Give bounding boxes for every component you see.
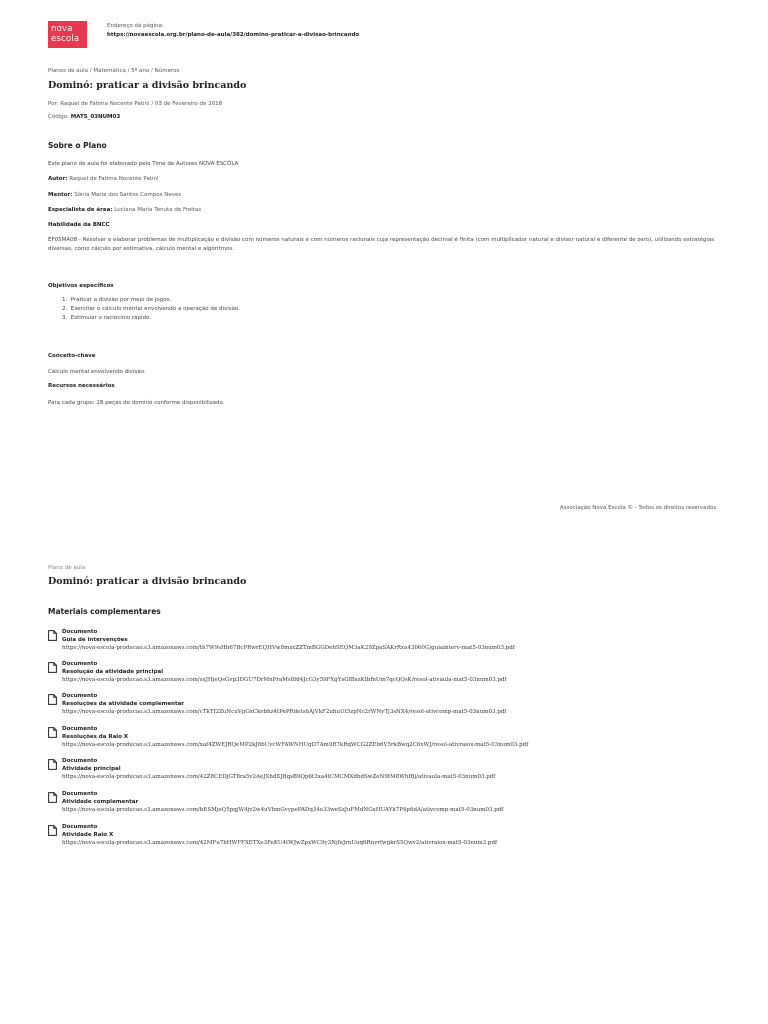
- sobre-intro: Este plano de aula foi elaborado pelo Time de Autores NOVA ESCOLA: [48, 161, 239, 167]
- document-icon: [48, 727, 57, 738]
- address-label: Endereço da página:: [107, 23, 164, 29]
- mentor-line: [48, 192, 181, 198]
- mentor-label: Mentor:: [48, 192, 73, 198]
- bncc-heading: Habilidade da BNCC: [48, 222, 110, 228]
- document-name: Guia de intervenções: [62, 637, 128, 643]
- page2-label: Plano de aula: [48, 565, 86, 571]
- document-item[interactable]: [48, 824, 728, 852]
- document-name: Atividade Raio X: [62, 832, 114, 838]
- document-icon: [48, 792, 57, 803]
- conceito-heading: Conceito-chave: [48, 353, 96, 359]
- document-type: Documento: [62, 824, 98, 830]
- especialista-label: Especialista de área:: [48, 207, 113, 213]
- autor-label: Autor:: [48, 176, 68, 182]
- document-icon: [48, 825, 57, 836]
- document-item[interactable]: [48, 693, 728, 721]
- address-url[interactable]: https://novaescola.org.br/plano-de-aula/382/domino-praticar-a-divisao-brincando: [107, 32, 360, 38]
- conceito-text: Cálculo mental envolvendo divisão.: [48, 369, 146, 375]
- page2-title: Dominó: praticar a divisão brincando: [48, 576, 247, 587]
- sobre-heading: Sobre o Plano: [48, 141, 107, 150]
- document-type: Documento: [62, 726, 98, 732]
- mentor-value: Sônia Maria dos Santos Campos Neves: [74, 192, 182, 198]
- plan-code: [48, 114, 120, 120]
- document-url[interactable]: https://nova-escola-producao.s3.amazonaws.com/bESMjeQ5pqjW4jv2w4uVbmGvypePADq34e33weSzJuFMdNGxHUAYk7P4p6dA/ativcomp-mat5-03num03.pdf: [62, 807, 504, 813]
- document-type: Documento: [62, 758, 98, 764]
- document-name: Atividade principal: [62, 766, 121, 772]
- document-name: Resoluções da Raio X: [62, 734, 129, 740]
- objetivos-heading: Objetivos específicos: [48, 283, 114, 289]
- recursos-text: Para cada grupo: 28 peças de dominó conforme disponibilizado.: [48, 400, 225, 406]
- document-icon: [48, 694, 57, 705]
- byline: Por: Raquel de Fatima Nocente Patini / 03 de Fevereiro de 2018: [48, 101, 223, 107]
- breadcrumb: Planos de aula / Matemática / 5º ano / Números: [48, 68, 180, 74]
- footer-copyright: Associação Nova Escola © - Todos os direitos reservados.: [559, 505, 718, 511]
- document-item[interactable]: [48, 629, 728, 657]
- logo-line1: nova: [51, 24, 73, 34]
- document-url[interactable]: https://nova-escola-producao.s3.amazonaws.com/sxJHjeQsGvp3DGU7DrMnPraMs8fd4JcG3y59FXgYsGfBszKtbfnUm7qcQQsK/resol-ativaula-mat5-03num03.pdf: [62, 677, 507, 683]
- document-item[interactable]: [48, 791, 728, 819]
- page-title: Dominó: praticar a divisão brincando: [48, 80, 247, 91]
- logo-line2: escola: [51, 34, 80, 44]
- document-type: Documento: [62, 661, 98, 667]
- list-item: 2. Exercitar o cálculo mental envolvendo a operação de divisão.: [62, 305, 241, 312]
- document-item[interactable]: [48, 726, 728, 754]
- document-item[interactable]: [48, 758, 728, 786]
- code-value: MAT5_03NUM03: [70, 114, 121, 120]
- document-type: Documento: [62, 693, 98, 699]
- document-item[interactable]: [48, 661, 728, 689]
- materials-heading: Materiais complementares: [48, 607, 161, 616]
- list-item: 1. Praticar a divisão por meio de jogos.: [62, 297, 172, 303]
- document-name: Atividade complementar: [62, 799, 139, 805]
- nova-escola-logo: [48, 21, 87, 48]
- document-name: Resoluções da atividade complementar: [62, 701, 185, 707]
- document-type: Documento: [62, 629, 98, 635]
- document-name: Resolução da atividade principal: [62, 669, 164, 675]
- especialista-line: [48, 207, 201, 213]
- document-url[interactable]: https://nova-escola-producao.s3.amazonaws.com/42Z8CEDjGT8ra5v2AeJXhdXJBqsB9Qp6t3xa4tCMCMXdhdSwZeN9tM8WhfBj/ativaula-mat5-03num03.pdf: [62, 774, 496, 780]
- document-url[interactable]: https://nova-escola-producao.s3.amazonaws.com/42MFu7bHWFFXETXe3FeKU4tWJwZpxWC9y3NjfeJrnUuq6RnvrfwgkrS5Qwv2/ativraiox-mat5-03num3.pdf: [62, 840, 498, 846]
- document-url[interactable]: https://nova-escola-producao.s3.amazonaws.com/th7W9sHb67BcPRwrEQHVw8mzxZZTmBGGDehSEQM3aK29ZpaSAKrRxa43060G/guiainterv-mat5-03num03.pdf: [62, 645, 515, 651]
- autor-line: [48, 176, 159, 182]
- especialista-value: Luciana Maria Tenuta de Freitas: [114, 207, 202, 213]
- document-url[interactable]: https://nova-escola-producao.s3.amazonaws.com/xaf4ZWEJRQeMP2kJ8bUycWFAWNHUgD7Am9R7kRqWCG2ZEb6V5rkBwq2C6xWJ/resol-ativraiox-mat5-03num03.pdf: [62, 742, 529, 748]
- document-icon: [48, 662, 57, 673]
- list-item: 3. Estimular o raciocínio rápido.: [62, 314, 152, 321]
- bncc-text: EF05MA08 - Resolver e elaborar problemas de multiplicação e divisão com números naturais e com números racionais cuja representação decimal é finita (com multiplicador natural e divisor natural e diferente de zero), utilizando estratégias diversas, como cálculo por estimativa, cálculo mental e algoritmos.: [48, 237, 715, 252]
- objetivos-list: [62, 296, 240, 322]
- document-icon: [48, 630, 57, 641]
- recursos-heading: Recursos necessários: [48, 383, 115, 389]
- document-icon: [48, 759, 57, 770]
- document-url[interactable]: https://nova-escola-producao.s3.amazonaws.com/cTkTf2ZuNcuVpGxCkvbhz4tPePRdetshAjVkF2uhuUt5zpNc2rWNyTj3sNX4/resol-ativcomp-mat5-03num03.pdf: [62, 709, 507, 715]
- document-type: Documento: [62, 791, 98, 797]
- code-label: Código:: [48, 114, 69, 120]
- autor-value: Raquel de Fatima Nocente Patini: [69, 176, 159, 182]
